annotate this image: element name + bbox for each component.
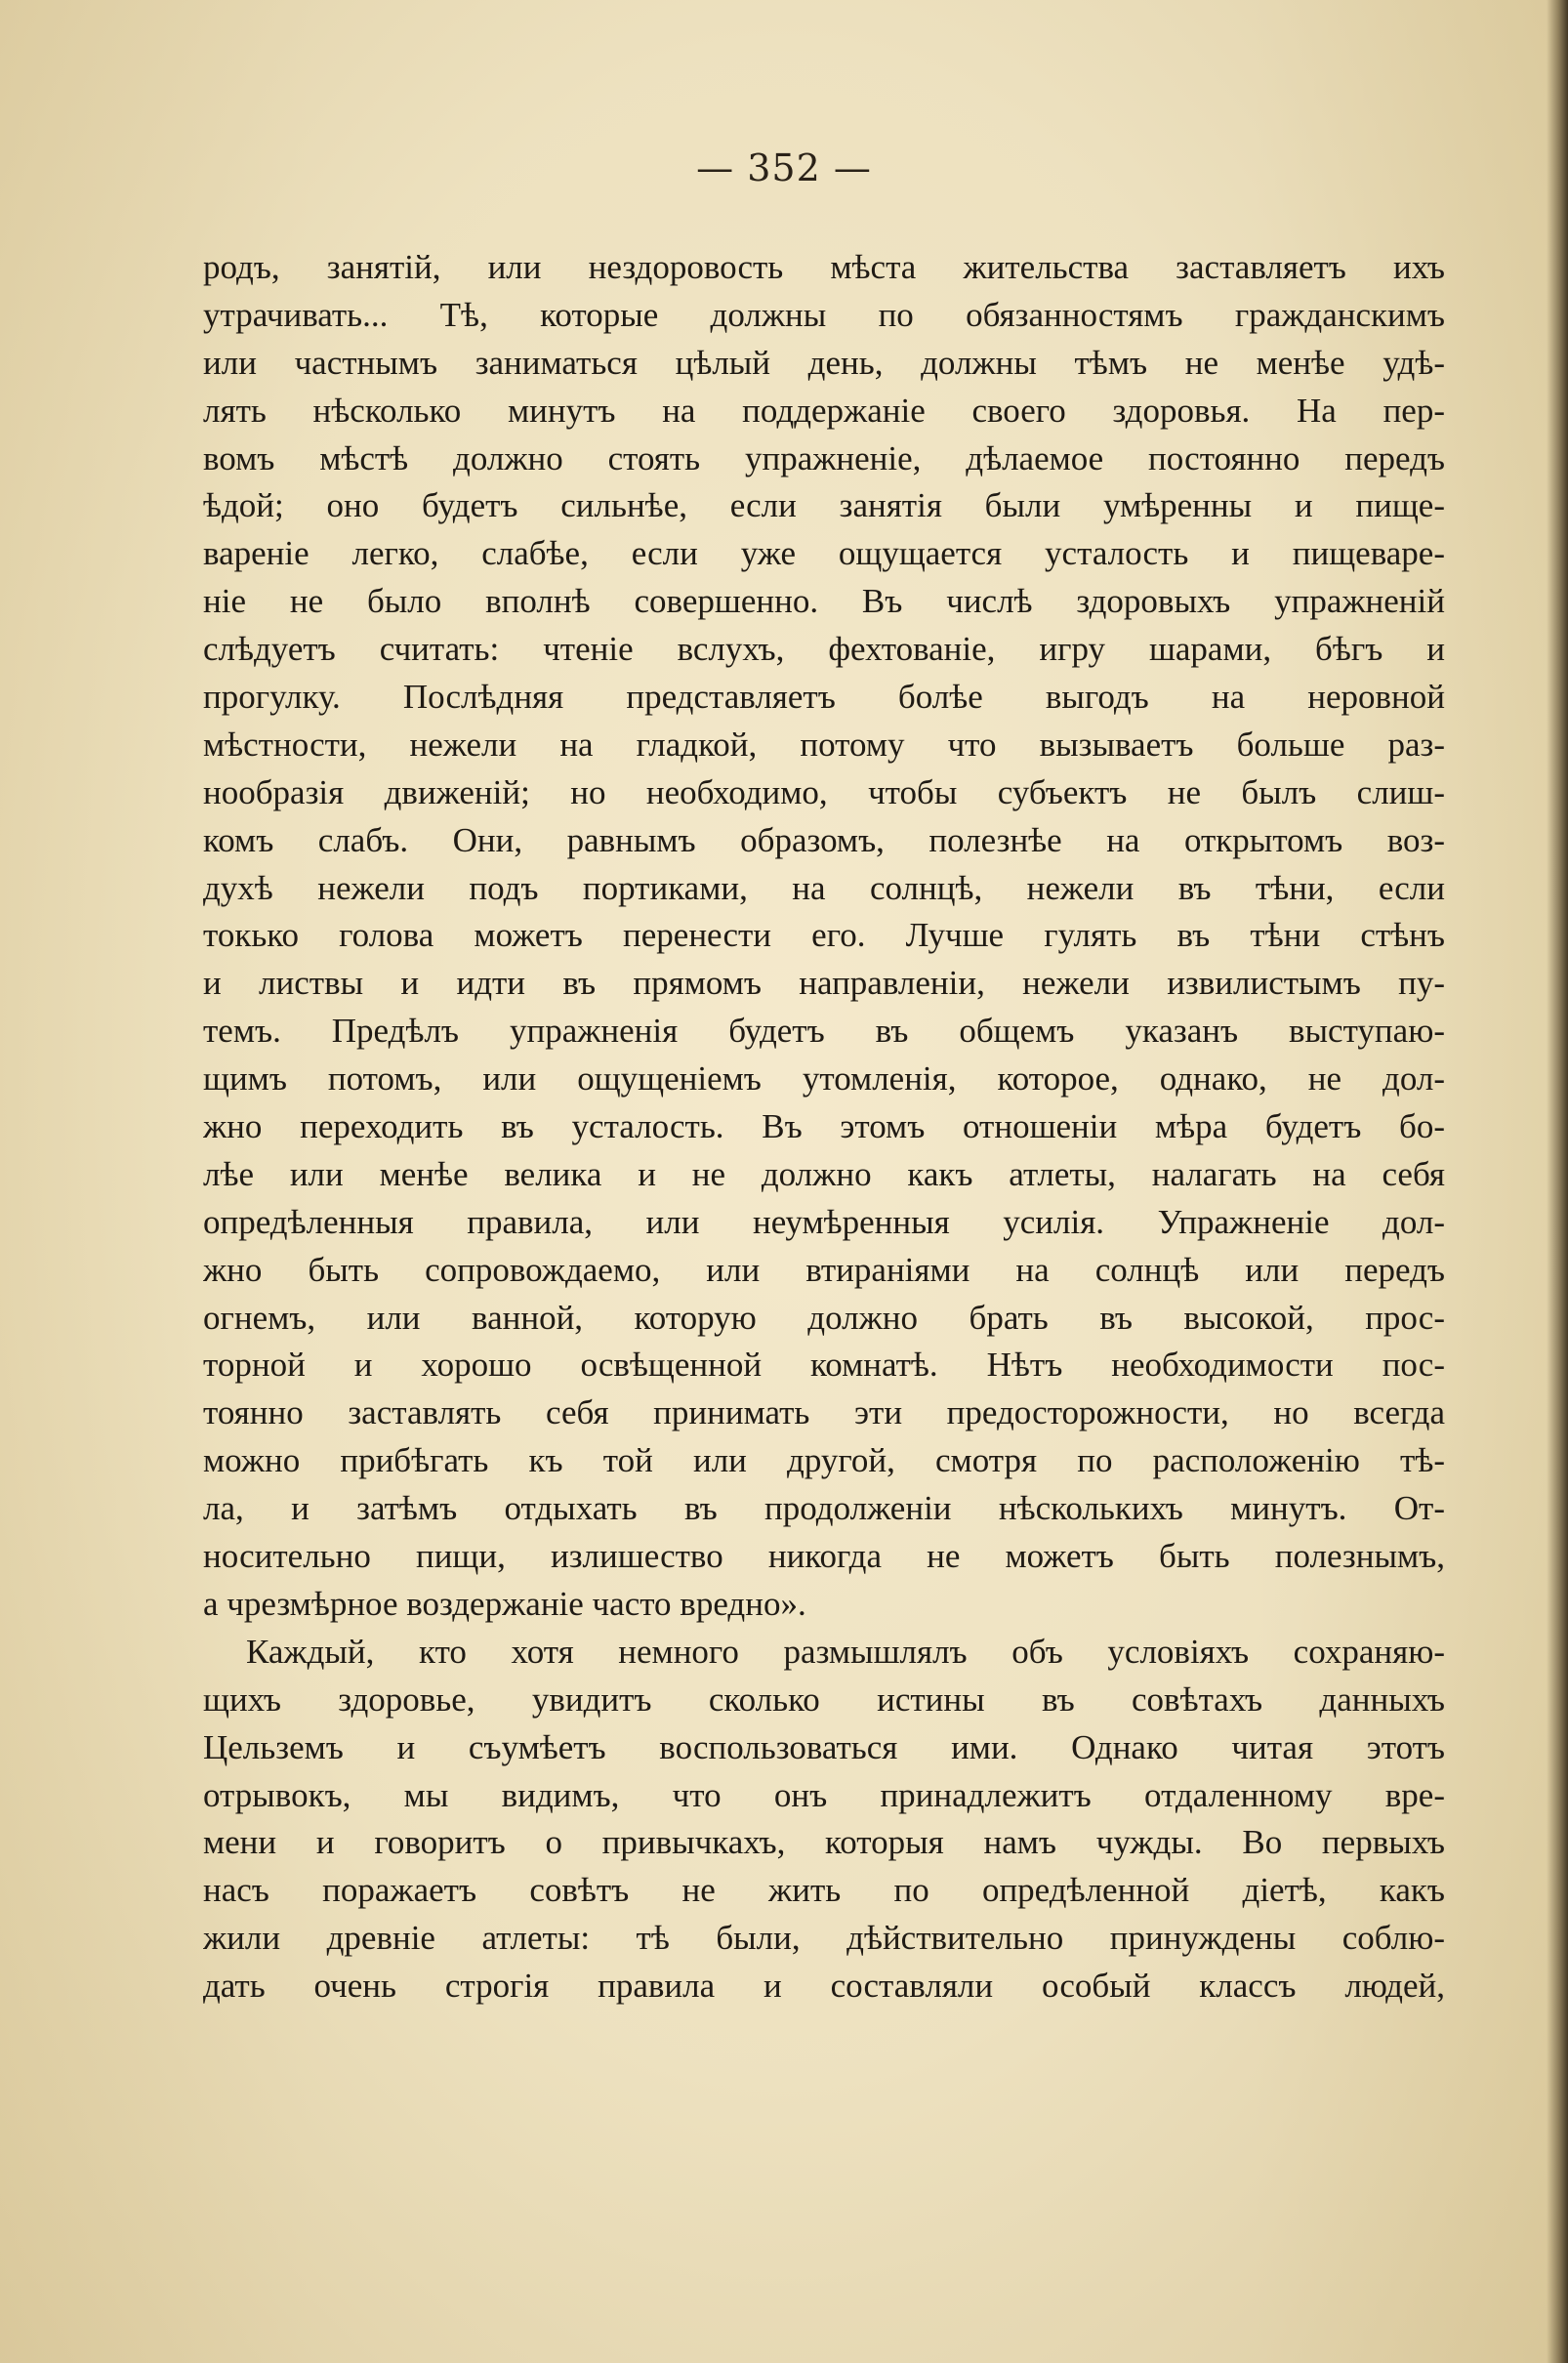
- text-line: торной и хорошо освѣщенной комнатѣ. Нѣтъ необходимости пос-: [203, 1346, 1445, 1385]
- paragraph-start-line: Каждый, кто хотя немного размышлялъ объ условіяхъ сохраняю-: [246, 1632, 1445, 1671]
- text-line: можно прибѣгать къ той или другой, смотря по расположенію тѣ-: [203, 1441, 1445, 1480]
- text-line: духѣ нежели подъ портиками, на солнцѣ, нежели въ тѣни, если: [203, 868, 1445, 907]
- text-line: огнемъ, или ванной, которую должно брать въ высокой, прос-: [203, 1298, 1445, 1337]
- text-line: насъ поражаетъ совѣтъ не жить по опредѣленной діетѣ, какъ: [203, 1871, 1445, 1910]
- text-line: и листвы и идти въ прямомъ направленіи, нежели извилистымъ пу-: [203, 964, 1445, 1003]
- page-number: — 352 —: [696, 146, 872, 189]
- text-line: прогулку. Послѣдняя представляетъ болѣе выгодъ на неровной: [203, 678, 1445, 717]
- text-line: нообразія движеній; но необходимо, чтобы субъектъ не былъ слиш-: [203, 772, 1445, 811]
- text-line: родъ, занятій, или нездоровость мѣста жительства заставляетъ ихъ: [203, 248, 1445, 286]
- text-line: мѣстности, нежели на гладкой, потому что вызываетъ больше раз-: [203, 725, 1445, 764]
- text-line: дать очень строгія правила и составляли особый классъ людей,: [203, 1967, 1445, 2006]
- text-line: утрачивать... Тѣ, которые должны по обязанностямъ гражданскимъ: [203, 295, 1445, 334]
- text-line: лять нѣсколько минутъ на поддержаніе своего здоровья. На пер-: [203, 391, 1445, 430]
- text-line: жно быть сопровождаемо, или втираніями на солнцѣ или передъ: [203, 1250, 1445, 1289]
- body-text: [203, 244, 1445, 2011]
- text-line: темъ. Предѣлъ упражненія будетъ въ общемъ указанъ выступаю-: [203, 1012, 1445, 1051]
- text-line: носительно пищи, излишество никогда не можетъ быть полезнымъ,: [203, 1537, 1445, 1576]
- text-line: вомъ мѣстѣ должно стоять упражненіе, дѣлаемое постоянно передъ: [203, 438, 1445, 477]
- text-line: комъ слабъ. Они, равнымъ образомъ, полезнѣе на открытомъ воз-: [203, 820, 1445, 859]
- text-line: жили древніе атлеты: тѣ были, дѣйствительно принуждены соблю-: [203, 1919, 1445, 1958]
- text-line: вареніе легко, слабѣе, если уже ощущается усталость и пищеваре-: [203, 534, 1445, 573]
- paragraph-end-line: а чрезмѣрное воздержаніе часто вредно».: [203, 1584, 806, 1623]
- page-edge-shadow: [1547, 0, 1568, 2363]
- text-line: ѣдой; оно будетъ сильнѣе, если занятія были умѣренны и пище-: [203, 486, 1445, 525]
- text-line: тоянно заставлять себя принимать эти предосторожности, но всегда: [203, 1393, 1445, 1432]
- text-line: лѣе или менѣе велика и не должно какъ атлеты, налагать на себя: [203, 1154, 1445, 1193]
- text-line: или частнымъ заниматься цѣлый день, должны тѣмъ не менѣе удѣ-: [203, 343, 1445, 382]
- text-line: жно переходить въ усталость. Въ этомъ отношеніи мѣра будетъ бо-: [203, 1107, 1445, 1146]
- text-line: Цельземъ и съумѣетъ воспользоваться ими. Однако читая этотъ: [203, 1727, 1445, 1766]
- text-line: ла, и затѣмъ отдыхать въ продолженіи нѣсколькихъ минутъ. От-: [203, 1489, 1445, 1528]
- text-line: мени и говоритъ о привычкахъ, которыя намъ чужды. Во первыхъ: [203, 1823, 1445, 1862]
- text-line: щихъ здоровье, увидитъ сколько истины въ совѣтахъ данныхъ: [203, 1679, 1445, 1719]
- text-line: токько голова можетъ перенести его. Лучше гулять въ тѣни стѣнъ: [203, 916, 1445, 955]
- text-line: отрывокъ, мы видимъ, что онъ принадлежитъ отдаленному вре-: [203, 1775, 1445, 1814]
- text-line: опредѣленныя правила, или неумѣренныя усилія. Упражненіе дол-: [203, 1202, 1445, 1241]
- text-line: слѣдуетъ считать: чтеніе вслухъ, фехтованіе, игру шарами, бѣгъ и: [203, 630, 1445, 669]
- text-line: щимъ потомъ, или ощущеніемъ утомленія, которое, однако, не дол-: [203, 1059, 1445, 1099]
- text-line: ніе не было вполнѣ совершенно. Въ числѣ здоровыхъ упражненій: [203, 582, 1445, 621]
